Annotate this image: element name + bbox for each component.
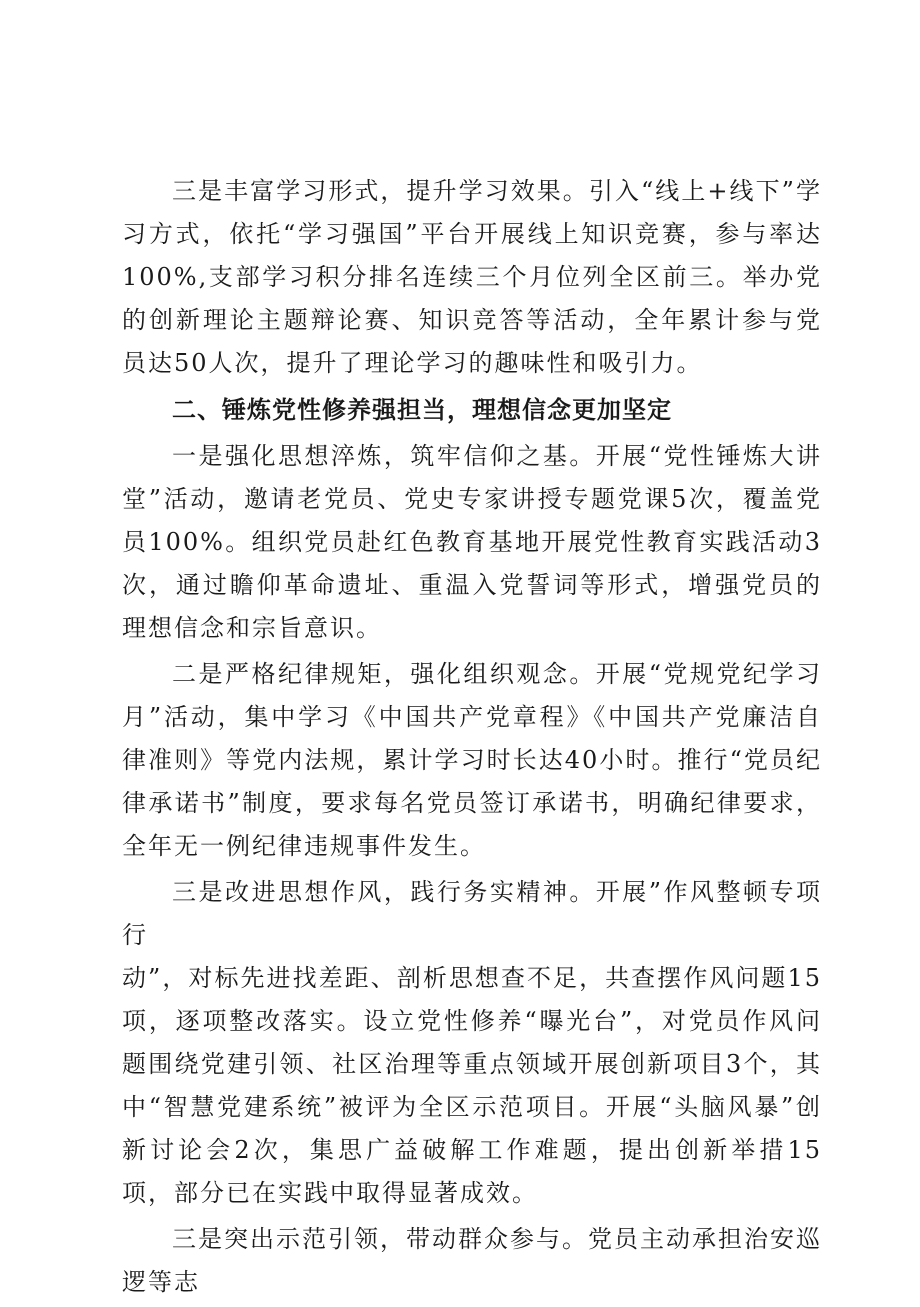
document-body [122, 170, 822, 1307]
paragraph-work-style-start: 三是改进思想作风，践行务实精神。开展”作风整顿专项行 [122, 878, 822, 949]
paragraph-ideological-tempering: 一是强化思想淬炼，筑牢信仰之基。开展“党性锤炼大讲堂”活动，邀请老党员、党史专家讲授专题党课5次，覆盖党员100%。组织党员赴红色教育基地开展党性教育实践活动3次，通过瞻仰革命遗址、重温入党誓词等形式，增强党员的理想信念和宗旨意识。 [122, 442, 822, 642]
paragraph-discipline-rules: 二是严格纪律规矩，强化组织观念。开展“党规党纪学习月”活动，集中学习《中国共产党章程》《中国共产党廉洁自律准则》等党内法规，累计学习时长达40小时。推行“党员纪律承诺书”制度，要求每名党员签订承诺书，明确纪律要求，全年无一例纪律违规事件发生。 [122, 660, 822, 860]
section-heading-party-spirit: 二、锤炼党性修养强担当，理想信念更加坚定 [172, 396, 672, 424]
paragraph-learning-forms: 三是丰富学习形式，提升学习效果。引入“线上+线下”学习方式，依托“学习强国”平台开展线上知识竞赛，参与率达100%,支部学习积分排名连续三个月位列全区前三。举办党的创新理论主题辩论赛、知识竞答等活动，全年累计参与党员达50人次，提升了理论学习的趣味性和吸引力。 [122, 177, 822, 377]
paragraph-exemplary-leadership: 三是突出示范引领，带动群众参与。党员主动承担治安巡逻等志 [122, 1225, 822, 1296]
paragraph-work-style-continued: 动”，对标先进找差距、剖析思想查不足，共查摆作风问题15项，逐项整改落实。设立党性修养“曝光台”，对党员作风问题围绕党建引领、社区治理等重点领域开展创新项目3个，其中“智慧党建系统”被评为全区示范项目。开展“头脑风暴”创新讨论会2次，集思广益破解工作难题，提出创新举措15项，部分已在实践中取得显著成效。 [122, 964, 822, 1207]
